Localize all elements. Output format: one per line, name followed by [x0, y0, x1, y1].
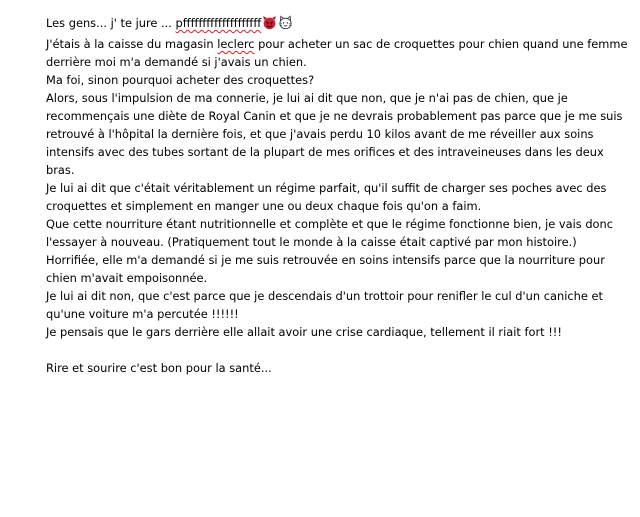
closing-line: Rire et sourire c'est bon pour la santé...: [46, 361, 272, 375]
paragraph-line: bras.: [46, 163, 75, 177]
paragraph-line: Je lui ai dit non, que c'est parce que je descendais d'un trottoir pour renifler le cul d'un caniche et: [46, 289, 603, 303]
paragraph-line: J'étais à la caisse du magasin leclerc pour acheter un sac de croquettes pour chien quand une femme: [46, 37, 628, 51]
brand-name: leclerc: [217, 37, 255, 51]
paragraph-line: derrière moi m'a demandé si j'avais un chien.: [46, 55, 307, 69]
paragraph-line: croquettes et simplement en manger une ou deux chaque fois qu'on a faim.: [46, 199, 482, 213]
paragraph-line: Je lui ai dit que c'était véritablement un régime parfait, qu'il suffit de charger ses poches avec des: [46, 181, 607, 195]
paragraph-line: Ma foi, sinon pourquoi acheter des croquettes?: [46, 73, 315, 87]
paragraph-line: Horrifiée, elle m'a demandé si je me suis retrouvée en soins intensifs parce que la nourriture pour: [46, 253, 605, 267]
paragraph-line: qu'une voiture m'a percutée !!!!!!: [46, 307, 239, 321]
devil-face-icon: [262, 15, 277, 35]
cat-face-icon: [278, 15, 293, 35]
paragraph-line: Je pensais que le gars derrière elle allait avoir une crise cardiaque, tellement il riait fort !!!: [46, 325, 562, 339]
paragraph-line: recommençais une diète de Royal Canin et que je ne devrais probablement pas parce que je me suis: [46, 109, 623, 123]
blank-line: [46, 341, 626, 359]
paragraph-line: retrouvé à l'hôpital la dernière fois, et que j'avais perdu 10 kilos avant de me réveiller aux soins: [46, 127, 594, 141]
document-body: [46, 14, 626, 377]
paragraph-line: Que cette nourriture étant nutritionnelle et complète et que le régime fonctionne bien, je vais donc: [46, 217, 614, 231]
opening-line: [46, 14, 626, 35]
misspelled-word: pffffffffffffffffffff: [175, 16, 262, 30]
paragraph-line: Alors, sous l'impulsion de ma connerie, je lui ai dit que non, que je n'ai pas de chien, que je: [46, 91, 568, 105]
paragraph-line: intensifs avec des tubes sortant de la plupart de mes orifices et des intraveineuses dans les deux: [46, 145, 604, 159]
paragraph-line: l'essayer à nouveau. (Pratiquement tout le monde à la caisse était captivé par mon histoire.): [46, 235, 577, 249]
paragraph-line: chien m'avait empoisonnée.: [46, 271, 208, 285]
opening-text: Les gens... j' te jure ...: [46, 16, 176, 30]
